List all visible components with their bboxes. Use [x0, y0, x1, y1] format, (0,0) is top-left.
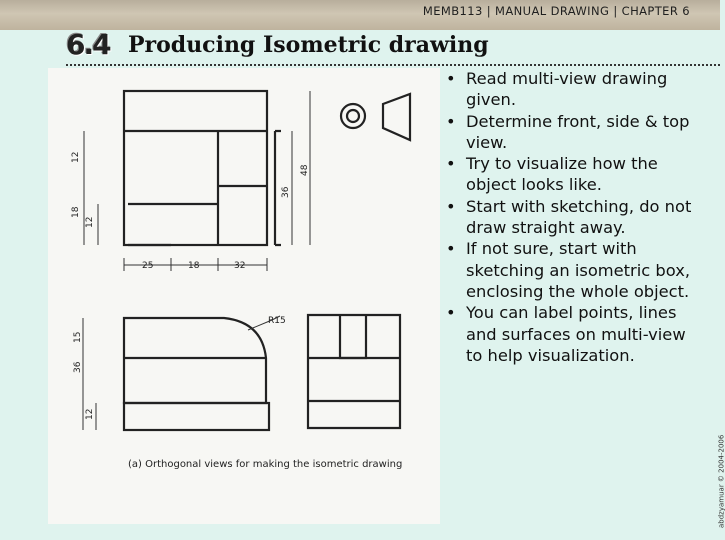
front-view-outline — [124, 318, 266, 403]
drawing-caption: (a) Orthogonal views for making the isometric drawing — [128, 459, 403, 470]
side-view-edges — [308, 358, 400, 401]
top-view-outline — [124, 91, 267, 245]
dim-12-top: 12 — [71, 151, 81, 163]
bullet-item: • Try to visualize how the object looks like. — [446, 154, 658, 195]
bullet-item: • Determine front, side & top view. — [446, 111, 690, 152]
front-view-base — [124, 403, 269, 430]
bullet-item: • Start with sketching, do not draw straight away. — [446, 196, 692, 238]
bullet-dot: • — [446, 154, 456, 174]
dim-18-bottom: 18 — [188, 261, 200, 271]
section-title: Producing Isometric drawing — [128, 32, 489, 58]
dim-48: 48 — [300, 164, 310, 176]
orthographic-drawing — [48, 68, 440, 524]
orthographic-views-svg — [48, 68, 440, 524]
dim-36-front: 36 — [73, 361, 83, 373]
bullet-item: • If not sure, start with sketching an isometric box, enclosing the whole object. — [446, 239, 691, 301]
copyright-note: abdzyamuar © 2004-2006 — [717, 434, 725, 528]
bullet-dot: • — [446, 69, 456, 88]
projection-symbol-circle — [341, 104, 365, 128]
dim-r15: R15 — [268, 316, 286, 326]
projection-symbol-cone — [383, 94, 410, 140]
side-view-slot — [340, 315, 366, 358]
bullet-dot: • — [446, 111, 456, 131]
dim-36-top: 36 — [281, 186, 291, 198]
course-header: MEMB113 | MANUAL DRAWING | CHAPTER 6 — [422, 4, 690, 18]
side-view-outline — [308, 315, 400, 428]
section-title-row — [66, 28, 720, 66]
projection-symbol-inner — [347, 110, 359, 122]
dim-18: 18 — [71, 206, 81, 218]
bullet-item: • You can label points, lines and surfaces on multi-view to help visualization. — [446, 303, 686, 365]
bullet-dot: • — [446, 196, 456, 216]
top-view-edges — [124, 131, 267, 245]
bullet-dot: • — [446, 239, 456, 259]
section-number: 6.4 — [66, 28, 110, 61]
dim-12-mid: 12 — [85, 216, 95, 228]
dim-32: 32 — [234, 261, 246, 271]
bullet-list — [446, 68, 696, 366]
dim-12-front: 12 — [85, 408, 95, 420]
bullet-dot: • — [446, 303, 456, 323]
dim-25: 25 — [142, 261, 154, 271]
dim-15: 15 — [73, 331, 83, 343]
bullet-item: • Read multi-view drawing given. — [446, 69, 668, 110]
